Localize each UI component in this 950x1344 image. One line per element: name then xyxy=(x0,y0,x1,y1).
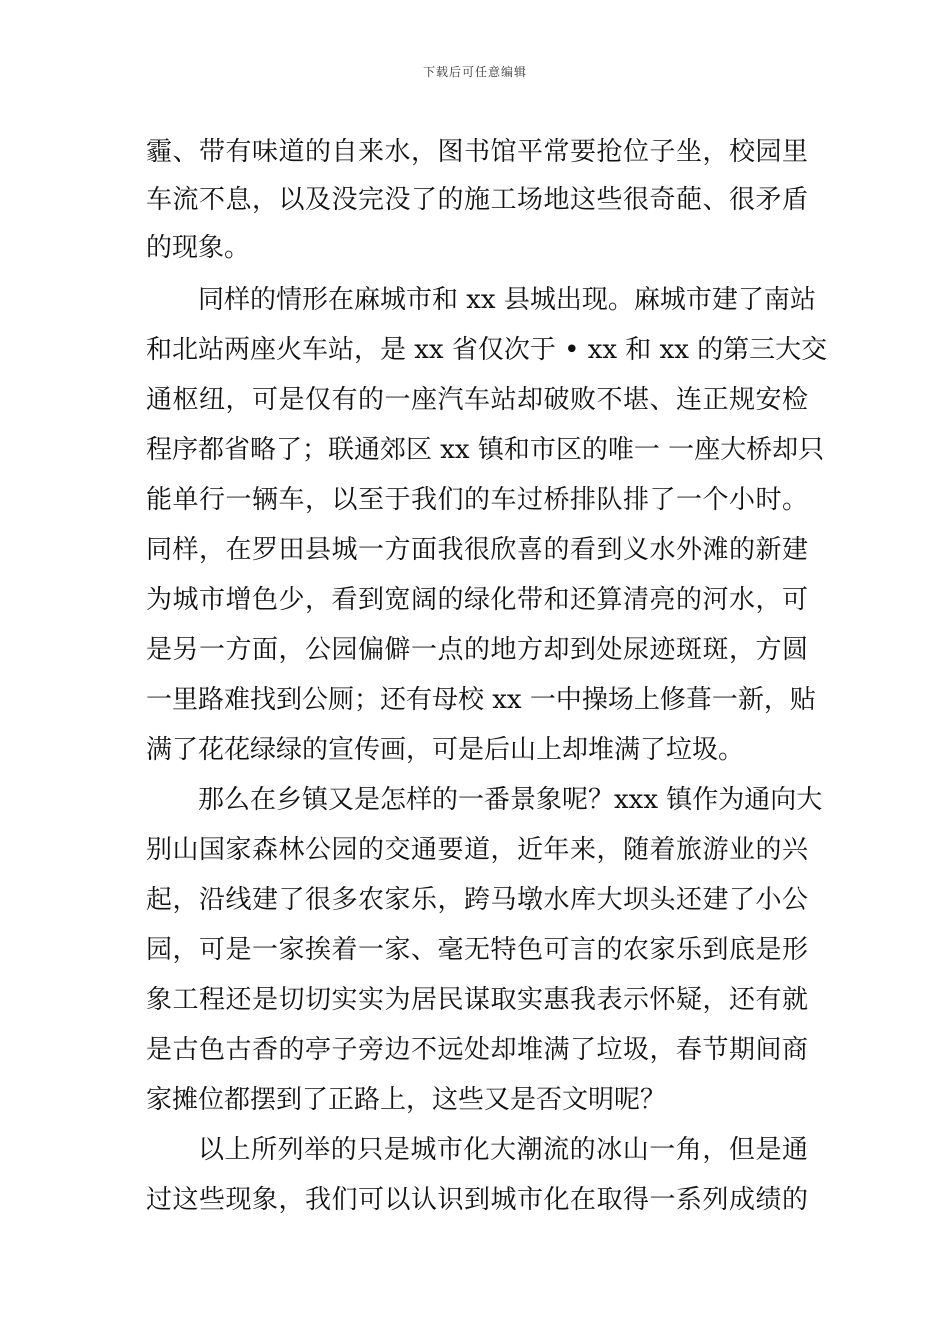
text-line: 以上所列举的只是城市化大潮流的冰山一角，但是通 xyxy=(198,1135,808,1165)
text-line: 别山国家森林公园的交通要道，近年来，随着旅游业的兴 xyxy=(146,835,808,865)
text-line: 那么在乡镇又是怎样的一番景象呢？xxx 镇作为通向大 xyxy=(198,785,823,815)
text-line: 霾、带有味道的自来水，图书馆平常要抢位子坐，校园里 xyxy=(146,137,808,167)
text-line: 园，可是一家挨着一家、毫无特色可言的农家乐到底是形 xyxy=(146,935,808,965)
text-line: 象工程还是切切实实为居民谋取实惠我表示怀疑，还有就 xyxy=(146,985,808,1015)
text-line: 和北站两座火车站，是 xx 省仅次于 • xx 和 xx 的第三大交 xyxy=(146,335,828,365)
text-line: 为城市增色少，看到宽阔的绿化带和还算清亮的河水，可 xyxy=(146,585,808,615)
text-line: 同样的情形在麻城市和 xx 县城出现。麻城市建了南站 xyxy=(198,285,816,315)
text-line: 是另一方面，公园偏僻一点的地方却到处尿迹斑斑，方圆 xyxy=(146,635,808,665)
text-line: 通枢纽，可是仅有的一座汽车站却破败不堪、连正规安检 xyxy=(146,385,808,415)
text-line: 同样，在罗田县城一方面我很欣喜的看到义水外滩的新建 xyxy=(146,535,808,565)
text-line: 能单行一辆车，以至于我们的车过桥排队排了一个小时。 xyxy=(146,485,808,515)
text-line: 过这些现象，我们可以认识到城市化在取得一系列成绩的 xyxy=(146,1185,808,1215)
text-line: 的现象。 xyxy=(146,233,251,263)
text-line: 是古色古香的亭子旁边不远处却堆满了垃圾，春节期间商 xyxy=(146,1035,808,1065)
text-line: 满了花花绿绿的宣传画，可是后山上却堆满了垃圾。 xyxy=(146,735,745,765)
text-line: 程序都省略了；联通郊区 xx 镇和市区的唯一 一座大桥却只 xyxy=(146,435,825,465)
text-line: 家摊位都摆到了正路上，这些又是否文明呢？ xyxy=(146,1085,667,1115)
text-line: 车流不息，以及没完没了的施工场地这些很奇葩、很矛盾 xyxy=(146,185,808,215)
text-line: 起，沿线建了很多农家乐，跨马墩水库大坝头还建了小公 xyxy=(146,885,808,915)
page-header: 下载后可任意编辑 xyxy=(422,65,527,79)
text-line: 一里路难找到公厕；还有母校 xx 一中操场上修葺一新，贴 xyxy=(146,685,816,715)
